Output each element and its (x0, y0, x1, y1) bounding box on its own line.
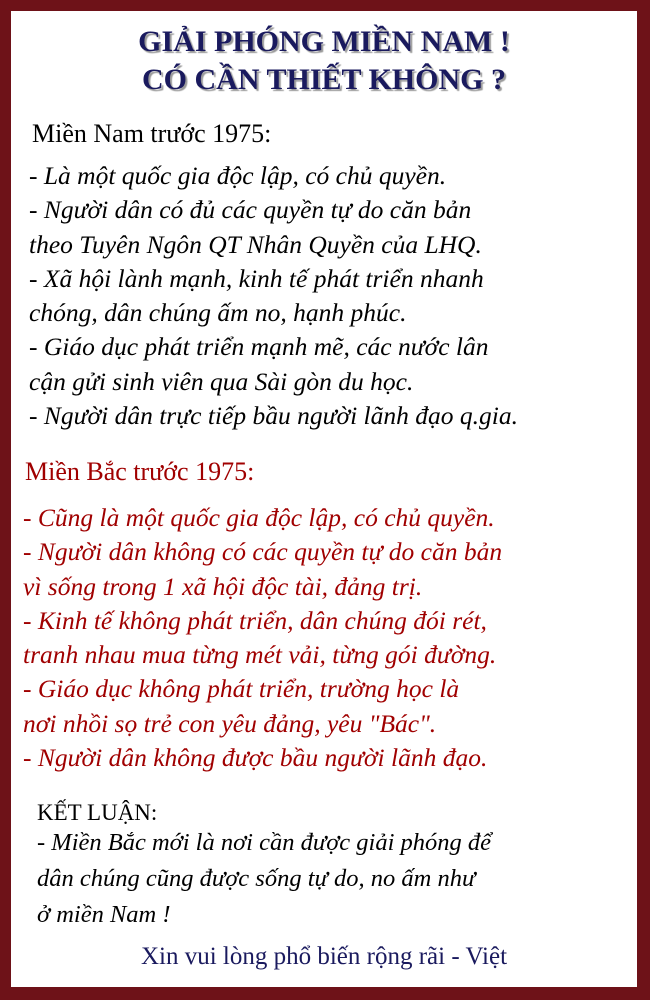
south-line: - Là một quốc gia độc lập, có chủ quyền. (29, 161, 447, 190)
flyer-card (11, 11, 637, 987)
north-line: - Người dân không được bầu người lãnh đạo. (23, 743, 488, 773)
south-line: chóng, dân chúng ấm no, hạnh phúc. (29, 298, 407, 328)
north-line: tranh nhau mua từng mét vải, từng gói đường. (23, 640, 497, 670)
conclusion-list (37, 825, 491, 933)
south-line: - Người dân trực tiếp bầu người lãnh đạo q.gia. (29, 401, 518, 431)
north-line: vì sống trong 1 xã hội độc tài, đảng trị. (23, 571, 423, 601)
north-line: - Kinh tế không phát triển, dân chúng đói rét, (23, 605, 487, 635)
flyer-title (11, 23, 637, 99)
title-line-1: GIẢI PHÓNG MIỀN NAM ! (138, 25, 510, 58)
south-line: - Xã hội lành mạnh, kinh tế phát triển nhanh (29, 263, 484, 293)
south-heading: Miền Nam trước 1975: (32, 119, 272, 148)
south-line: theo Tuyên Ngôn QT Nhân Quyền của LHQ. (29, 229, 482, 259)
north-line: - Giáo dục không phát triển, trường học là (23, 674, 460, 704)
north-line: - Cũng là một quốc gia độc lập, có chủ quyền. (23, 503, 495, 532)
title-line-2: CÓ CẦN THIẾT KHÔNG ? (142, 63, 506, 96)
conclusion-heading: KẾT LUẬN: (37, 800, 158, 825)
north-line: - Người dân không có các quyền tự do căn bản (23, 537, 503, 567)
south-line: - Giáo dục phát triển mạnh mẽ, các nước lân (29, 332, 489, 362)
footer-note: Xin vui lòng phổ biến rộng rãi - Việt (140, 943, 508, 970)
conclusion-line: dân chúng cũng được sống tự do, no ấm như (37, 865, 476, 892)
north-line: nơi nhồi sọ trẻ con yêu đảng, yêu "Bác". (23, 708, 437, 738)
south-line: cận gửi sinh viên qua Sài gòn du học. (29, 366, 414, 396)
conclusion-line: - Miền Bắc mới là nơi cần được giải phóng để (37, 829, 492, 856)
north-heading: Miền Bắc trước 1975: (25, 457, 255, 486)
north-list (23, 501, 502, 775)
south-line: - Người dân có đủ các quyền tự do căn bản (29, 195, 472, 225)
south-list (29, 159, 518, 433)
conclusion-line: ở miền Nam ! (37, 901, 171, 928)
